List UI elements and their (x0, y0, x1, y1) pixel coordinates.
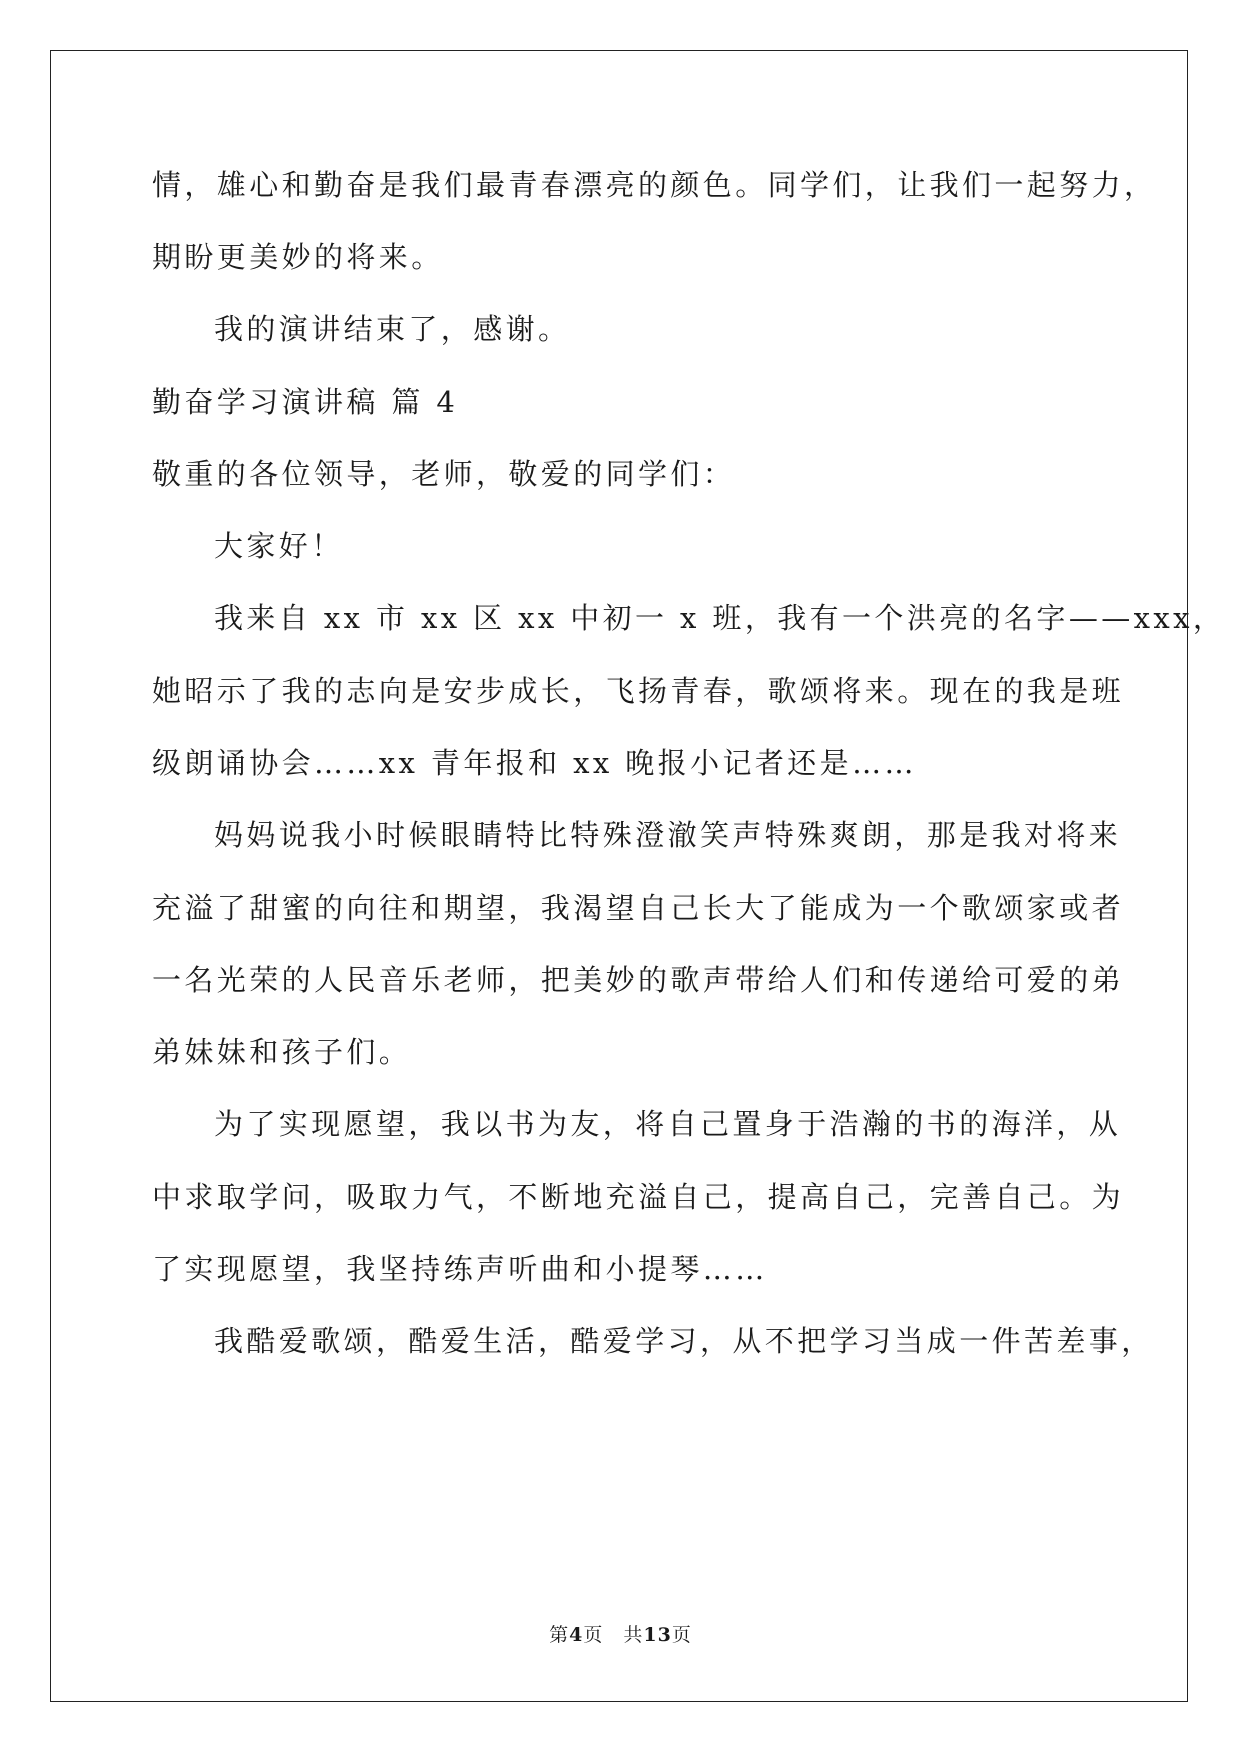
page-border (50, 50, 1188, 1702)
text-line: 了实现愿望，我坚持练声听曲和小提琴…… (152, 1252, 768, 1286)
footer-middle: 页 共 (583, 1624, 644, 1646)
section-heading: 勤奋学习演讲稿 篇 4 (152, 385, 459, 419)
footer-prefix: 第 (549, 1624, 570, 1646)
text-line: 情，雄心和勤奋是我们最青春漂亮的颜色。同学们，让我们一起努力， (152, 168, 1157, 202)
salutation: 敬重的各位领导，老师，敬爱的同学们： (152, 457, 736, 491)
text-line: 一名光荣的人民音乐老师，把美妙的歌声带给人们和传递给可爱的弟 (152, 963, 1125, 997)
text-line: 弟妹妹和孩子们。 (152, 1035, 412, 1069)
text-line: 充溢了甜蜜的向往和期望，我渴望自己长大了能成为一个歌颂家或者 (152, 891, 1125, 925)
paragraph-line: 为了实现愿望，我以书为友，将自己置身于浩瀚的书的海洋，从 (214, 1107, 1122, 1141)
paragraph-line: 我酷爱歌颂，酷爱生活，酷爱学习，从不把学习当成一件苦差事， (214, 1324, 1154, 1358)
paragraph-line: 我的演讲结束了，感谢。 (214, 312, 571, 346)
text-line: 级朗诵协会……xx 青年报和 xx 晚报小记者还是…… (152, 746, 917, 780)
page-footer (0, 1620, 1241, 1647)
paragraph-line: 妈妈说我小时候眼睛特比特殊澄澈笑声特殊爽朗，那是我对将来 (214, 818, 1122, 852)
paragraph-line: 我来自 xx 市 xx 区 xx 中初一 x 班，我有一个洪亮的名字——xxx， (214, 601, 1226, 635)
text-line: 中求取学问，吸取力气，不断地充溢自己，提高自己，完善自己。为 (152, 1180, 1125, 1214)
greeting: 大家好！ (214, 529, 344, 563)
footer-suffix: 页 (671, 1624, 692, 1646)
text-line: 她昭示了我的志向是安步成长，飞扬青春，歌颂将来。现在的我是班 (152, 674, 1125, 708)
total-page-number: 13 (643, 1624, 672, 1646)
current-page-number: 4 (569, 1624, 584, 1646)
text-line: 期盼更美妙的将来。 (152, 240, 444, 274)
